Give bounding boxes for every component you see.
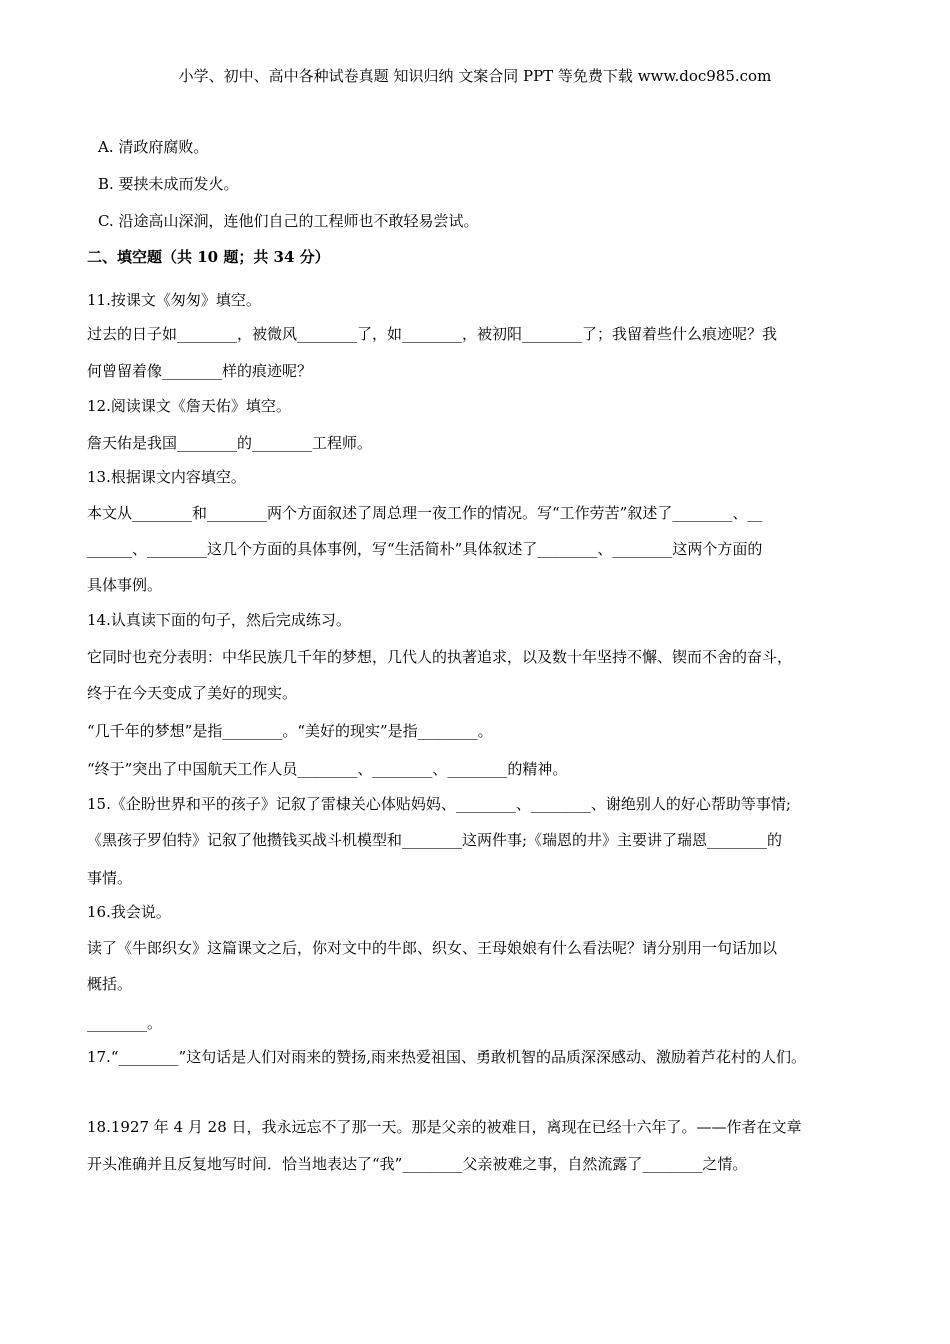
question-16-line: 读了《牛郎织女》这篇课文之后，你对文中的牛郎、织女、王母娘娘有什么看法呢？请分别用一句话加以	[87, 939, 778, 957]
question-14-line: “终于”突出了中国航天工作人员________、________、________的精神。	[87, 760, 568, 778]
question-15-line: 15.《企盼世界和平的孩子》记叙了雷棣关心体贴妈妈、________、________、谢绝别人的好心帮助等事情;	[87, 795, 791, 813]
option-b: B. 要挟未成而发火。	[98, 175, 239, 193]
question-16-answer: ________。	[87, 1014, 163, 1032]
option-a: A. 清政府腐败。	[98, 138, 209, 156]
question-18-line: 开头准确并且反复地写时间．恰当地表达了“我”________父亲被难之事，自然流露了________之情。	[87, 1155, 748, 1173]
question-14-line: 它同时也充分表明：中华民族几千年的梦想，几代人的执著追求，以及数十年坚持不懈、锲而不舍的奋斗，	[87, 648, 793, 666]
option-c: C. 沿途高山深涧，连他们自己的工程师也不敢轻易尝试。	[98, 212, 479, 230]
question-15-line: 事情。	[87, 869, 133, 887]
question-17-line: 17.“________”这句话是人们对雨来的赞扬,雨来热爱祖国、勇敢机智的品质深深感动、激励着芦花村的人们。	[87, 1048, 806, 1066]
page-header: 小学、初中、高中各种试卷真题 知识归纳 文案合同 PPT 等免费下载 www.doc985.com	[178, 67, 772, 85]
question-14-line: “几千年的梦想”是指________。“美好的现实”是指________。	[87, 722, 493, 740]
question-12-title: 12.阅读课文《詹天佑》填空。	[87, 397, 291, 415]
question-12-line: 詹天佑是我国________的________工程师。	[87, 434, 373, 452]
question-15-line: 《黑孩子罗伯特》记叙了他攒钱买战斗机模型和________这两件事;《瑞恩的井》主要讲了瑞恩________的	[87, 831, 783, 849]
question-14-title: 14.认真读下面的句子，然后完成练习。	[87, 611, 351, 629]
section-title: 二、填空题（共 10 题；共 34 分）	[87, 248, 330, 266]
question-11-line: 过去的日子如________，被微风________了，如________，被初阳________了；我留着些什么痕迹呢？我	[87, 325, 778, 343]
question-11-line: 何曾留着像________样的痕迹呢？	[87, 362, 313, 380]
question-13-line: 本文从________和________两个方面叙述了周总理一夜工作的情况。写“工作劳苦”叙述了________、__	[87, 504, 763, 522]
question-13-title: 13.根据课文内容填空。	[87, 468, 246, 486]
question-11-title: 11.按课文《匆匆》填空。	[87, 291, 261, 309]
question-13-line: ______、________这几个方面的具体事例，写“生活简朴”具体叙述了________、________这两个方面的	[87, 540, 763, 558]
question-16-line: 概括。	[87, 975, 133, 993]
question-16-title: 16.我会说。	[87, 903, 171, 921]
question-13-line: 具体事例。	[87, 576, 163, 594]
question-18-line: 18.1927 年 4 月 28 日，我永远忘不了那一天。那是父亲的被难日，离现在已经十六年了。——作者在文章	[87, 1118, 802, 1136]
question-14-line: 终于在今天变成了美好的现实。	[87, 684, 298, 702]
